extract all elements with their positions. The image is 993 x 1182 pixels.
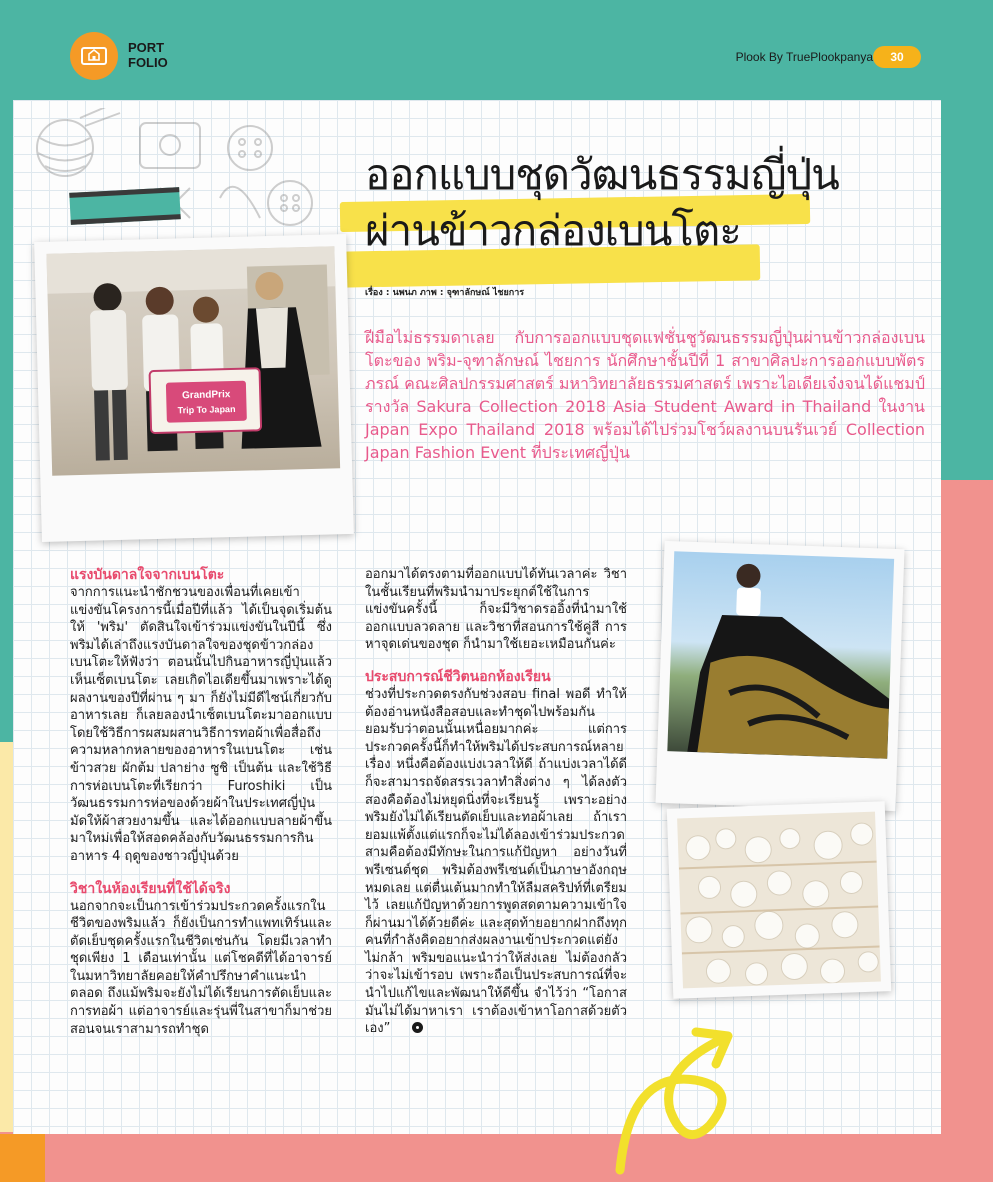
group-photo [46, 246, 340, 475]
decorative-arrow-icon [600, 1010, 750, 1180]
article-column-1 [70, 566, 332, 1038]
photo-frame-group [34, 234, 354, 542]
page-number-badge: 30 [873, 46, 921, 68]
photo-frame-fabric [667, 801, 891, 998]
fabric-texture-photo [677, 812, 881, 989]
article-column-2 [365, 566, 627, 1038]
runway-photo [667, 551, 894, 759]
section-label [128, 40, 168, 70]
paragraph-experience: ช่วงที่ประกวดตรงกับช่วงสอบ final พอดี ทำให้ต้องอ่านหนังสือสอบและทำชุดไปพร้อมกัน ยอมรับว่าตอนนั้นเหนื่อยมากค่ะ แต่การประกวดครั้งนี้ก็ทำให้พริมได้ประสบการณ์หลายเรื่อง หนึ่งคือต้องแบ่งเวลาให้ดี ถ้าแบ่งเวลาได้ดีก็จะสามารถจัดสรรเวลาทำสิ่งต่าง ๆ ได้ลงตัว สองคือต้องไม่หยุดนิ่งที่จะเรียนรู้ เพราะอย่างพริมยังไม่ได้เรียนตัดเย็บและทอผ้าเลย ถ้าเรายอมแพ้ตั้งแต่แรกก็จะไม่ได้ลองเข้าร่วมประกวด สามคือต้องมีทักษะในการแก้ปัญหา อย่างวันที่พรีเซนต์ชุด พริมต้องพรีเซนต์เป็นภาษาอังกฤษหมดเลย แต่ตื่นเต้นมากทำให้ลืมสคริปท์ที่เตรียมไว้ เลยแก้ปัญหาด้วยการพูดสดตามความเข้าใจ ก็ผ่านมาได้ด้วยดีค่ะ และสุดท้ายอยากฝากถึงทุกคนที่กำลังคิดอยากส่งผลงานเข้าประกวดแต่ยังไม่กล้า พริมขอแนะนำว่าให้ส่งเลย ไม่ต้องกลัวว่าจะไม่เข้ารอบ เพราะถือเป็นประสบการณ์ที่จะนำไปแก้ไขและพัฒนาให้ดีขึ้น จำไว้ว่า “โอกาสมันไม่ได้มาหาเรา เราต้องเข้าหาโอกาสด้วยตัวเอง” [365, 686, 627, 1037]
subheading-experience: ประสบการณ์ชีวิตนอกห้องเรียน [365, 668, 551, 685]
page-header [0, 0, 993, 100]
subheading-inspiration: แรงบันดาลใจจากเบนโตะ [70, 567, 225, 583]
background-orange-corner [0, 1134, 45, 1182]
craft-doodles-icon [20, 108, 320, 248]
sign-text-line1: GrandPrix [181, 389, 231, 402]
photo-frame-runway [656, 541, 905, 811]
portfolio-logo-icon [70, 32, 118, 80]
paragraph-classroom: นอกจากจะเป็นการเข้าร่วมประกวดครั้งแรกในชีวิตของพริมแล้ว ก็ยังเป็นการทำแพทเทิร์นและตัดเย็บชุดครั้งแรกในชีวิตเช่นกัน โดยมีเวลาทำชุดเพียง 1 เดือนเท่านั้น แต่โชคดีที่ได้อาจารย์ในมหาวิทยาลัยคอยให้คำปรึกษาคำแนะนำตลอด ถึงแม้พริมจะยังไม่ได้เรียนการตัดเย็บและการทอผ้า แต่อาจารย์และรุ่นพี่ในสาขาก็มาช่วยสอนจนเราสามารถทำชุด [70, 898, 332, 1037]
brand-name: Plook By TruePlookpanya [735, 50, 873, 64]
paragraph-classroom-continued: ออกมาได้ตรงตามที่ออกแบบได้ทันเวลาค่ะ วิชาในชั้นเรียนที่พริมนำมาประยุกต์ใช้ในการแข่งขันครั้งนี้ ก็จะมีวิชาดรออิ้งที่นำมาใช้ออกแบบลวดลาย และวิชาที่สอนการใช้คู่สี การหาจุดเด่นของชุด ก็นำมาใช้เยอะเหมือนกันค่ะ [365, 567, 627, 653]
section-label-line1: PORT [128, 40, 165, 55]
tape-decoration [69, 187, 181, 225]
subheading-classroom: วิชาในห้องเรียนที่ใช้ได้จริง [70, 880, 231, 897]
background-pink-strip [933, 480, 993, 1182]
paragraph-inspiration: จากการแนะนำชักชวนของเพื่อนที่เคยเข้าแข่งขันโครงการนี้เมื่อปีที่แล้ว ได้เป็นจุดเริ่มต้นให้ 'พริม' ตัดสินใจเข้าร่วมแข่งขันในปีนี้ ซึ่งพริมได้เล่าถึงแรงบันดาลใจของชุดข้าวกล่องเบนโตะให้ฟังว่า ตอนนั้นไปกินอาหารญี่ปุ่นแล้วเห็นเซ็ตเบนโตะ เลยเกิดไอเดียขึ้นมาเพราะได้ดูผลงานของปีที่ผ่าน ๆ มา ก็ยังไม่มีดีไซน์เกี่ยวกับอาหารเลย ก็เลยลองนำเซ็ตเบนโตะมาออกแบบ โดยใช้วิธีการผสมผสานวิธีการทอผ้าเพื่อสื่อถึงความหลากหลายของอาหารในเบนโตะ เช่น ข้าวสวย ผักต้ม ปลาย่าง ซูชิ เป็นต้น และใช้วิธีการห่อเบนโตะที่เรียกว่า Furoshiki เป็นวัฒนธรรมการห่อของด้วยผ้าในประเทศญี่ปุ่น มัดให้ผ้าสวยงามขึ้น และได้ออกแบบลายผ้าขึ้นมาใหม่เพื่อให้สอดคล้องกับวัฒนธรรมการกินอาหาร 4 ฤดูของชาวญี่ปุ่นด้วย [70, 585, 332, 864]
title-line-1: ออกแบบชุดวัฒนธรรมญี่ปุ่น [365, 150, 839, 199]
article-title [340, 150, 900, 256]
article-intro: ฝีมือไม่ธรรมดาเลย กับการออกแบบชุดแฟชั่นชูวัฒนธรรมญี่ปุ่นผ่านข้าวกล่องเบนโตะของ พริม-จุฑาลักษณ์ ไชยการ นักศึกษาชั้นปีที่ 1 สาขาศิลปะการออกแบบพัตรภรณ์ คณะศิลปกรรมศาสตร์ มหาวิทยาลัยธรรมศาสตร์ เพราะไอเดียเจ๋งจนได้แชมป์รางวัล Sakura Collection 2018 Asia Student Award in Thailand ในงาน Japan Expo Thailand 2018 พร้อมได้ไปร่วมโชว์ผลงานบนรันเวย์ Collection Japan Fashion Event ที่ประเทศญี่ปุ่น [365, 328, 925, 462]
end-of-article-icon [412, 1022, 423, 1033]
title-line-2: ผ่านข้าวกล่องเบนโตะ [365, 206, 741, 255]
section-label-line2: FOLIO [128, 55, 168, 70]
sign-text-line2: Trip To Japan [177, 403, 236, 416]
byline: เรื่อง : นพนภ ภาพ : จุฑาลักษณ์ ไชยการ [365, 288, 525, 298]
